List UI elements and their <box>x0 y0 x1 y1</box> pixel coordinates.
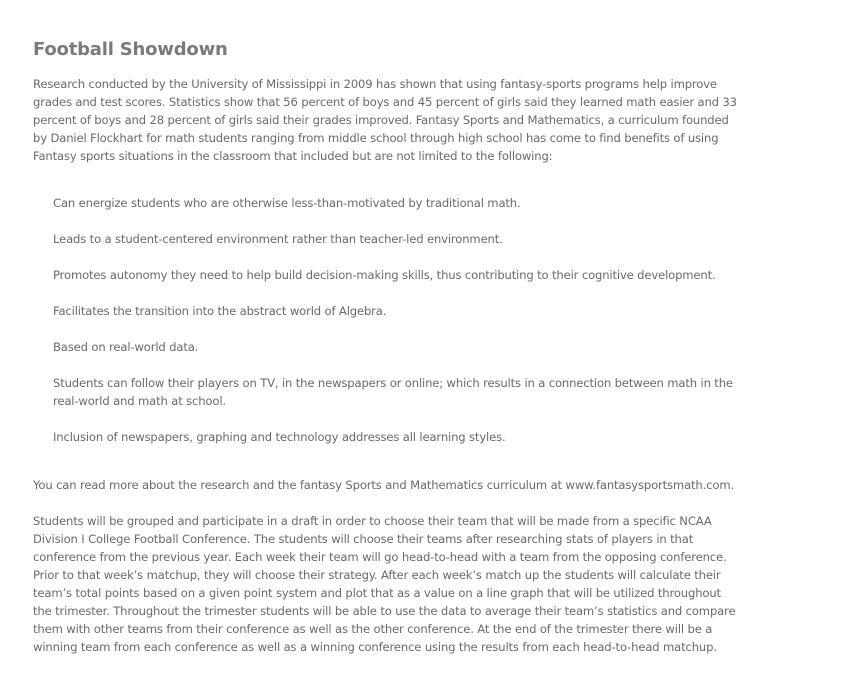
benefit-text: Facilitates the transition into the abstract world of Algebra. <box>53 304 387 318</box>
read-more-paragraph <box>33 476 734 494</box>
benefit-item <box>53 302 386 320</box>
intro-line: percent of boys and 28 percent of girls said their grades improved. Fantasy Sports and Mathematics, a curriculum founded <box>33 113 729 127</box>
description-line: the trimester. Throughout the trimester students will be able to use the data to average their team’s statistics and compare <box>33 604 736 618</box>
benefit-item <box>53 230 503 248</box>
intro-line: by Daniel Flockhart for math students ranging from middle school through high school has come to find benefits of using <box>33 131 719 145</box>
read-more-text: You can read more about the research and the fantasy Sports and Mathematics curriculum at www.fantasysportsmath.com. <box>33 478 735 492</box>
benefit-text: Students can follow their players on TV, in the newspapers or online; which results in a connection between math in the <box>53 376 733 390</box>
benefit-text: Inclusion of newspapers, graphing and technology addresses all learning styles. <box>53 430 506 444</box>
description-paragraph <box>33 512 735 656</box>
benefit-text: Leads to a student-centered environment rather than teacher-led environment. <box>53 232 503 246</box>
description-line: conference from the previous year. Each week their team will go head-to-head with a team from the opposing conference. <box>33 550 727 564</box>
description-line: team’s total points based on a given point system and plot that as a value on a line graph that will be utilized throughout <box>33 586 721 600</box>
description-line: Prior to that week’s matchup, they will choose their strategy. After each week’s match up the students will calculate their <box>33 568 721 582</box>
benefit-text: Promotes autonomy they need to help build decision-making skills, thus contributing to their cognitive development. <box>53 268 716 282</box>
intro-line: Fantasy sports situations in the classroom that included but are not limited to the following: <box>33 149 553 163</box>
description-line: Students will be grouped and participate in a draft in order to choose their team that will be made from a specific NCAA <box>33 514 712 528</box>
benefit-item <box>53 194 521 212</box>
intro-paragraph <box>33 75 737 165</box>
description-line: Division I College Football Conference. The students will choose their teams after researching stats of players in that <box>33 532 694 546</box>
intro-line: Research conducted by the University of Mississippi in 2009 has shown that using fantasy-sports programs help improve <box>33 77 717 91</box>
benefit-text: real-world and math at school. <box>53 394 226 408</box>
benefit-item <box>53 266 716 284</box>
benefit-text: Can energize students who are otherwise less-than-motivated by traditional math. <box>53 196 521 210</box>
benefit-item <box>53 374 733 410</box>
benefit-item <box>53 338 198 356</box>
page-title: Football Showdown <box>33 39 228 61</box>
description-line: them with other teams from their conference as well as the other conference. At the end of the trimester there will be a <box>33 622 713 636</box>
benefit-text: Based on real-world data. <box>53 340 199 354</box>
benefit-item <box>53 428 506 446</box>
intro-line: grades and test scores. Statistics show that 56 percent of boys and 45 percent of girls said they learned math easier and 33 <box>33 95 737 109</box>
description-line: winning team from each conference as well as a winning conference using the results from each head-to-head matchup. <box>33 640 717 654</box>
